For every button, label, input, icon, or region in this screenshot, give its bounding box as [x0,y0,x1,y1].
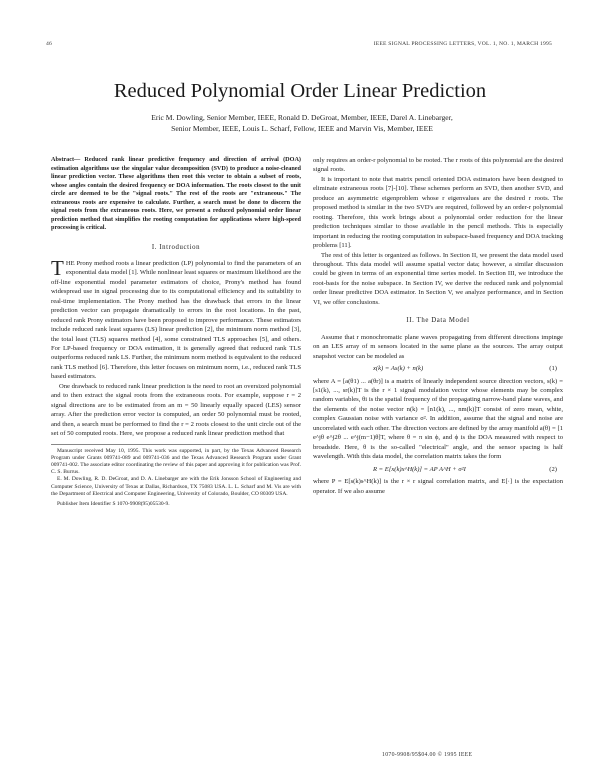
data-model-paragraph-1: Assume that r monochromatic plane waves propagating from different directions impinge on an LES array of m sensors located in the same plane as the sources. The array output snapshot vector can be modeled as [313,333,563,360]
equation-1-body: x(k) = As(k) + n(k) [373,365,424,373]
right-column [313,156,563,496]
equation-2-body: R = E[x(k)x^H(k)] = AP A^H + σ²I [373,465,466,473]
data-model-paragraph-3: where P = E[s(k)s^H(k)] is the r × r signal correlation matrix, and E[·] is the expectation operator. If we also assume [313,478,563,495]
data-model-paragraph-2: where A = [a(θ1) ... a(θr)] is a matrix of linearly independent source direction vectors, s(k) = [s1(k), ..., sr(k)]T is the r × 1 signal modulation vector whose elements may be complex random variables, θi is the spatial frequency of the propagating narrow-band plane waves, and the elements of the noise vector n(k) = [n1(k), ..., nm(k)]T consist of zero mean, white, complex Gaussian noise with variance σ². In addition, assume that the signal and noise are uncorrelated with each other. The direction vectors are defined by the array manifold a(θ) = [1 e^jθ e^j2θ ... e^j(m−1)θ]T, where θ = π sin ϕ, and ϕ is the DOA measured with respect to broadside. Here, θ is the so-called "electrical" angle, and the sensor spacing is half wavelength. With this data model, the correlation matrix takes the form [313,377,563,461]
intro-paragraph-4: The rest of this letter is organized as follows. In Section II, we present the data model used throughout. This data model will assume spatial vector data; however, a similar discussion could be given in terms of an exponential time series model. In Section III, we introduce the root-basis for the noise subspace. In Section IV, we derive the reduced rank and polynomial order linear predictive DOA estimator. In Section V, we analyze performance, and in Section VI, we offer conclusions. [313,251,563,306]
authors-line-2: Senior Member, IEEE, Louis L. Scharf, Fellow, IEEE and Marvin Vis, Member, IEEE [171,123,433,133]
authors-line-1: Eric M. Dowling, Senior Member, IEEE, Ronald D. DeGroat, Member, IEEE, Darel A. Linebarger, [151,113,453,122]
publisher-identifier: Publisher Item Identifier S 1070-9908(95)05530-9. [57,500,170,507]
footnote-block [51,444,301,509]
running-header: IEEE SIGNAL PROCESSING LETTERS, VOL. 1, NO. 1, MARCH 1995 [373,41,552,47]
left-column [51,156,301,508]
section-heading-data-model: II. The Data Model [406,317,470,325]
equation-2 [313,462,563,477]
intro-paragraph-1-text: HE Prony method roots a linear prediction (LP) polynomial to find the parameters of an exponential data model [1]. While nonlinear least squares or maximum likelihood are the off-line exponential model parameter estimators of choice, Prony's method has found widespread use in signal processing due to its computational efficiency and its suitability to real-time implementation. The Prony method has the drawback that errors in the linear prediction vector can propagate dramatically to errors in the root locations. In the past, reduced rank Prony estimators have been proposed to improve performance. These estimators include reduced rank least squares (LS) linear prediction [2], the minimum norm method [3], the total least (TLS) squares method [4], some constrained TLS approaches [5], and others. For LP-based frequency or DOA estimation, it is generally agreed that reduced rank TLS outperforms reduced rank LS. Further, the minimum norm method is equivalent to the reduced rank TLS method [6]. Therefore, this letter focuses on minimum norm, i.e., reduced rank TLS based estimators. [51,259,301,381]
intro-paragraph-3: It is important to note that matrix pencil oriented DOA estimators have been designed to eliminate extraneous roots [7]-[10]. These schemes perform an SVD, then another SVD, and produce an asymmetric eigenproblem whose r eigenvalues are the desired r roots. The proposed method is similar in the two SVD's are required, followed by an order-r polynomial rooting. Therefore, this work brings about a polynomial order reduction for the linear prediction techniques similar to those available in the pencil methods. This is especially important in reducing the rooting computation in subspace-based frequency and DOA tracking problems [11]. [313,175,563,250]
document-id: 1070-9908/95$04.00 © 1995 IEEE [382,752,473,758]
equation-2-number: (2) [549,465,557,473]
author-block [92,113,512,134]
drop-cap: T [51,255,64,280]
section-heading-introduction: I. Introduction [151,243,201,251]
footnote-manuscript: Manuscript received May 10, 1995. This work was supported, in part, by the Texas Advanced Research Program under Grants 009741-089 and 009741-036 and the Texas Advanced Research Program under Grant 009741-002. The associate editor coordinating the review of this paper and approving it for publication was Prof. C. S. Burrus. [51,447,301,476]
equation-1 [313,361,563,376]
footnote-affiliations: E. M. Dowling, R. D. DeGroat, and D. A. Linebarger are with the Erik Jonsson School of Engineering and Computer Science, University of Texas at Dallas, Richardson, TX 75083 USA. L. L. Scharf and M. Vis are with the Department of Electrical and Computer Engineering, University of Colorado, Boulder, CO 80309 USA. [51,476,301,497]
intro-continuation: only requires an order-r polynomial to be rooted. The r roots of this polynomial are the desired signal roots. [313,157,563,174]
equation-1-number: (1) [549,365,557,373]
intro-paragraph-1 [51,255,301,382]
page-number: 46 [46,41,52,47]
abstract: Abstract— Reduced rank linear predictive frequency and direction of arrival (DOA) estimation algorithms use the singular value decomposition (SVD) to produce a noise-cleaned linear prediction vector. These algorithms then root this vector to obtain a subset of roots, whose angles contain the desired frequency or DOA information. The roots closest to the unit circle are deemed to be the "signal roots." The rest of the roots are "extraneous." The extraneous roots are expensive to calculate. Further, a search must be done to discern the signal roots from the extraneous roots. Here, we present a reduced polynomial order linear prediction method that simplifies the rooting computation for applications where high-speed processing is critical. [51,156,301,231]
paper-title: Reduced Polynomial Order Linear Prediction [113,80,487,102]
intro-paragraph-2: One drawback to reduced rank linear prediction is the need to root an oversized polynomial and to then extract the signal roots from the extraneous roots. For example, suppose r = 2 signal directions are to be estimated from an m = 50 linearly equally spaced (LES) sensor array. After the prediction error vector is computed, an order 50 polynomial must be rooted, and then, a search must be performed to find the r = 2 roots closest to the unit circle out of the set of 50 computed roots. Here, we propose a reduced rank linear prediction method that [51,382,301,438]
